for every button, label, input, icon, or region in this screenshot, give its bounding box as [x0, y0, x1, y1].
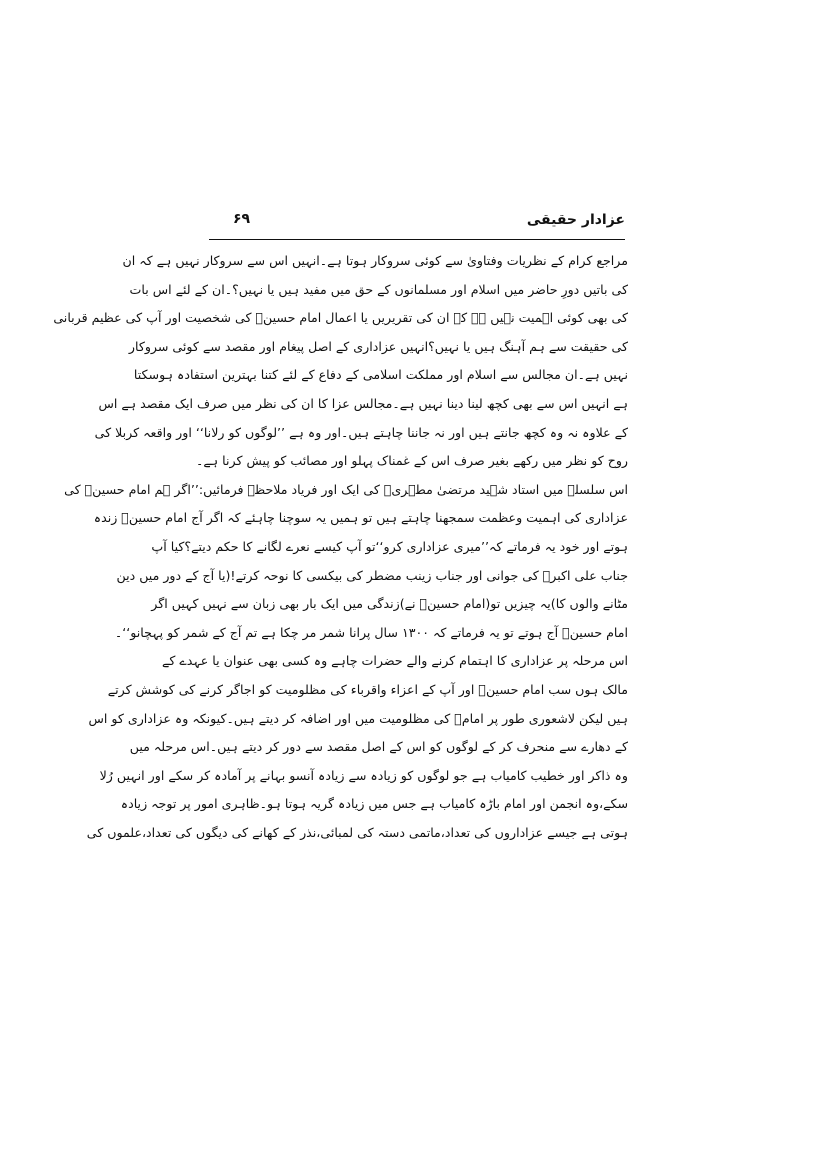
text-line: کی بھی کوئی اہمیت نہیں ہے کہ ان کی تقریریں یا اعمال امام حسینؑ کی شخصیت اور آپ کی عظیم قربانی — [53, 310, 628, 326]
paragraph-1 — [53, 247, 628, 476]
text-line: کے علاوہ نہ وہ کچھ جانتے ہیں اور نہ جاننا چاہتے ہیں۔اور وہ ہے ’’لوگوں کو رلانا‘‘ اور واقعہ کربلا کی — [94, 424, 628, 440]
text-line: ہوتے اور خود یہ فرماتے کہ’’میری عزاداری کرو‘‘تو آپ کیسے نعرے لگانے کا حکم دیتے؟کیا آپ — [151, 538, 628, 554]
text-line: وہ ذاکر اور خطیب کامیاب ہے جو لوگوں کو زیادہ سے زیادہ آنسو بہانے پر آمادہ کر سکے اور انہیں رُلا — [99, 767, 628, 783]
text-line: نہیں ہے۔ان مجالس سے اسلام اور مملکت اسلامی کے دفاع کے لئے کتنا بہترین استفادہ ہوسکتا — [133, 367, 628, 383]
text-line: مٹانے والوں کا)یہ چیزیں تو(امام حسینؑ نے)زندگی میں ایک بار بھی زبان سے نہیں کہیں اگر — [151, 596, 628, 612]
text-line: مراجع کرام کے نظریات وفتاویٰ سے کوئی سروکار ہوتا ہے۔انہیں اس سے سروکار نہیں ہے کہ ان — [122, 253, 628, 268]
text-line: کی حقیقت سے ہم آہنگ ہیں یا نہیں؟انہیں عزاداری کے اصل پیغام اور مقصد سے کوئی سروکار — [128, 338, 628, 354]
text-line: سکے،وہ انجمن اور امام باڑہ کامیاب ہے جس میں زیادہ گریہ ہوتا ہو۔ظاہری امور پر توجہ زیادہ — [120, 796, 628, 812]
text-line: کے دھارے سے منحرف کر کے لوگوں کو اس کے اصل مقصد سے دور کر دیتے ہیں۔اس مرحلہ میں — [129, 739, 628, 755]
text-line: روح کو نظر میں رکھے بغیر صرف اس کے غمناک پہلو اور مصائب کو پیش کرنا ہے۔ — [196, 453, 628, 469]
text-line: اس سلسلہ میں استاد شہید مرتضیٰ مطہریؒ کی ایک اور فریاد ملاحظہ فرمائیں:’’اگر ہم امام حسینؑ کی — [64, 481, 628, 497]
text-line: ہیں لیکن لاشعوری طور پر امامؑ کی مظلومیت میں اور اضافہ کر دیتے ہیں۔کیونکہ وہ عزاداری کو اس — [88, 710, 628, 726]
paragraph-2 — [64, 476, 628, 648]
header-rule — [209, 239, 625, 240]
text-line: امام حسینؑ آج ہوتے تو یہ فرماتے کہ ۱۳۰۰ سال پرانا شمر مر چکا ہے تم آج کے شمر کو پہچانو‘‘۔ — [114, 624, 628, 640]
text-line: جناب علی اکبرؑ کی جوانی اور جناب زینب مضطر کی بیکسی کا نوحہ کرتے!(یا آج کے دور میں دین — [116, 567, 628, 583]
body-text — [53, 247, 628, 847]
page-number: ۶۹ — [233, 211, 251, 227]
text-line: کی باتیں دورِ حاضر میں اسلام اور مسلمانوں کے حق میں مفید ہیں یا نہیں؟۔ان کے لئے اس بات — [129, 281, 628, 297]
book-title: عزادار حقیقی — [526, 212, 625, 228]
paragraph-3 — [86, 647, 628, 847]
text-line: ہے انہیں اس سے بھی کچھ لینا دینا نہیں ہے۔مجالس عزا کا ان کی نظر میں صرف ایک مقصد ہے اس — [98, 395, 628, 411]
text-line: عزاداری کی اہمیت وعظمت سمجھنا چاہتے ہیں تو ہمیں یہ سوچنا چاہئے کہ اگر آج امام حسینؑ زندہ — [93, 510, 628, 526]
running-header — [209, 206, 625, 240]
text-line: ہوتی ہے جیسے عزاداروں کی تعداد،ماتمی دستہ کی لمبائی،نذر کے کھانے کی دیگوں کی تعداد،علموں کی — [86, 824, 628, 840]
text-line: مالک ہوں سب امام حسینؑ اور آپ کے اعزاء واقرباء کی مظلومیت کو اجاگر کرنے کی کوشش کرتے — [107, 681, 628, 697]
text-line: اس مرحلہ پر عزاداری کا اہتمام کرنے والے حضرات چاہے وہ کسی بھی عنوان یا عہدے کے — [161, 653, 628, 669]
